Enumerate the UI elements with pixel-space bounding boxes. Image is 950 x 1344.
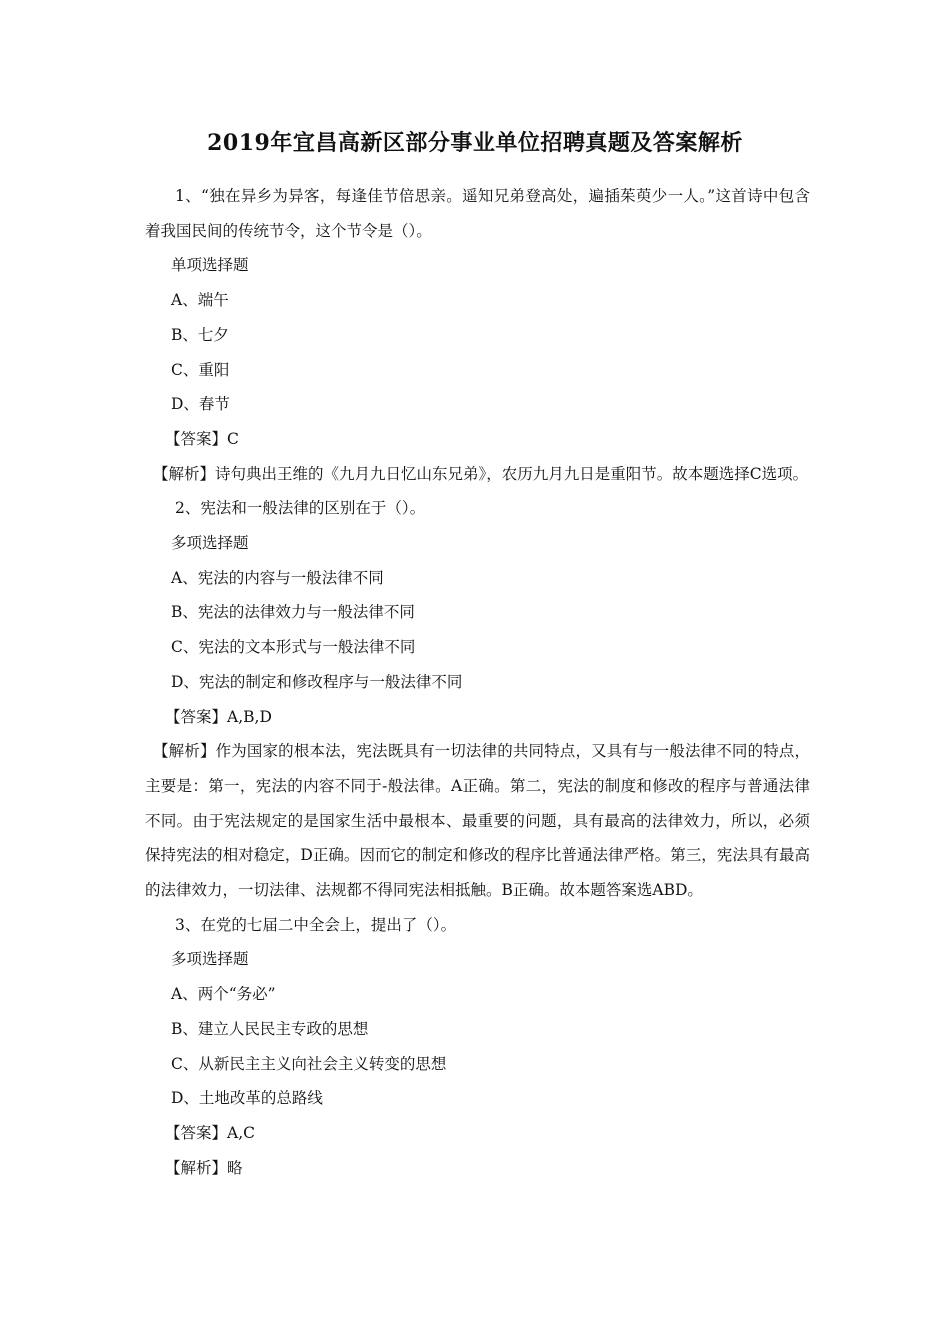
question-type: 单项选择题 xyxy=(171,256,249,275)
analysis: 【解析】略 xyxy=(165,1158,243,1177)
option-d: D、宪法的制定和修改程序与一般法律不同 xyxy=(171,672,463,691)
option-a: A、两个“务必” xyxy=(171,985,276,1004)
option-b: B、七夕 xyxy=(171,325,229,344)
answer: 【答案】C xyxy=(165,429,239,448)
option-a: A、端午 xyxy=(171,291,229,310)
page-title: 2019年宜昌高新区部分事业单位招聘真题及答案解析 xyxy=(207,130,743,156)
option-c: C、从新民主主义向社会主义转变的思想 xyxy=(171,1054,447,1073)
question-type: 多项选择题 xyxy=(171,534,249,553)
option-a: A、宪法的内容与一般法律不同 xyxy=(171,568,384,587)
question-3 xyxy=(145,908,810,1186)
question-stem: 1、“独在异乡为异客，每逢佳节倍思亲。遥知兄弟登高处，遍插茱萸少一人。”这首诗中包含着我国民间的传统节令，这个节令是（）。 xyxy=(145,187,810,240)
option-c: C、重阳 xyxy=(171,360,230,379)
option-d: D、土地改革的总路线 xyxy=(171,1089,323,1108)
question-2 xyxy=(145,491,810,907)
option-b: B、宪法的法律效力与一般法律不同 xyxy=(171,603,415,622)
question-list xyxy=(145,179,810,1185)
question-stem: 2、宪法和一般法律的区别在于（）。 xyxy=(175,499,426,518)
analysis: 【解析】作为国家的根本法，宪法既具有一切法律的共同特点，又具有与一般法律不同的特点，主要是：第一，宪法的内容不同于-般法律。A正确。第二，宪法的制度和修改的程序与普通法律不同。由于宪法规定的是国家生活中最根本、最重要的问题，具有最高的法律效力，所以，必须保持宪法的相对稳定，D正确。因而它的制定和修改的程序比普通法律严格。第三，宪法具有最高的法律效力，一切法律、法规都不得同宪法相抵触。B正确。故本题答案选ABD。 xyxy=(145,742,810,900)
question-stem: 3、在党的七届二中全会上，提出了（）。 xyxy=(175,915,457,934)
question-1 xyxy=(145,179,810,491)
question-type: 多项选择题 xyxy=(171,950,249,969)
option-b: B、建立人民民主专政的思想 xyxy=(171,1019,369,1038)
analysis: 【解析】诗句典出王维的《九月九日忆山东兄弟》，农历九月九日是重阳节。故本题选择C选项。 xyxy=(153,464,809,483)
option-d: D、春节 xyxy=(171,395,230,414)
answer: 【答案】A,B,D xyxy=(165,707,272,726)
answer: 【答案】A,C xyxy=(165,1123,255,1142)
option-c: C、宪法的文本形式与一般法律不同 xyxy=(171,638,416,657)
